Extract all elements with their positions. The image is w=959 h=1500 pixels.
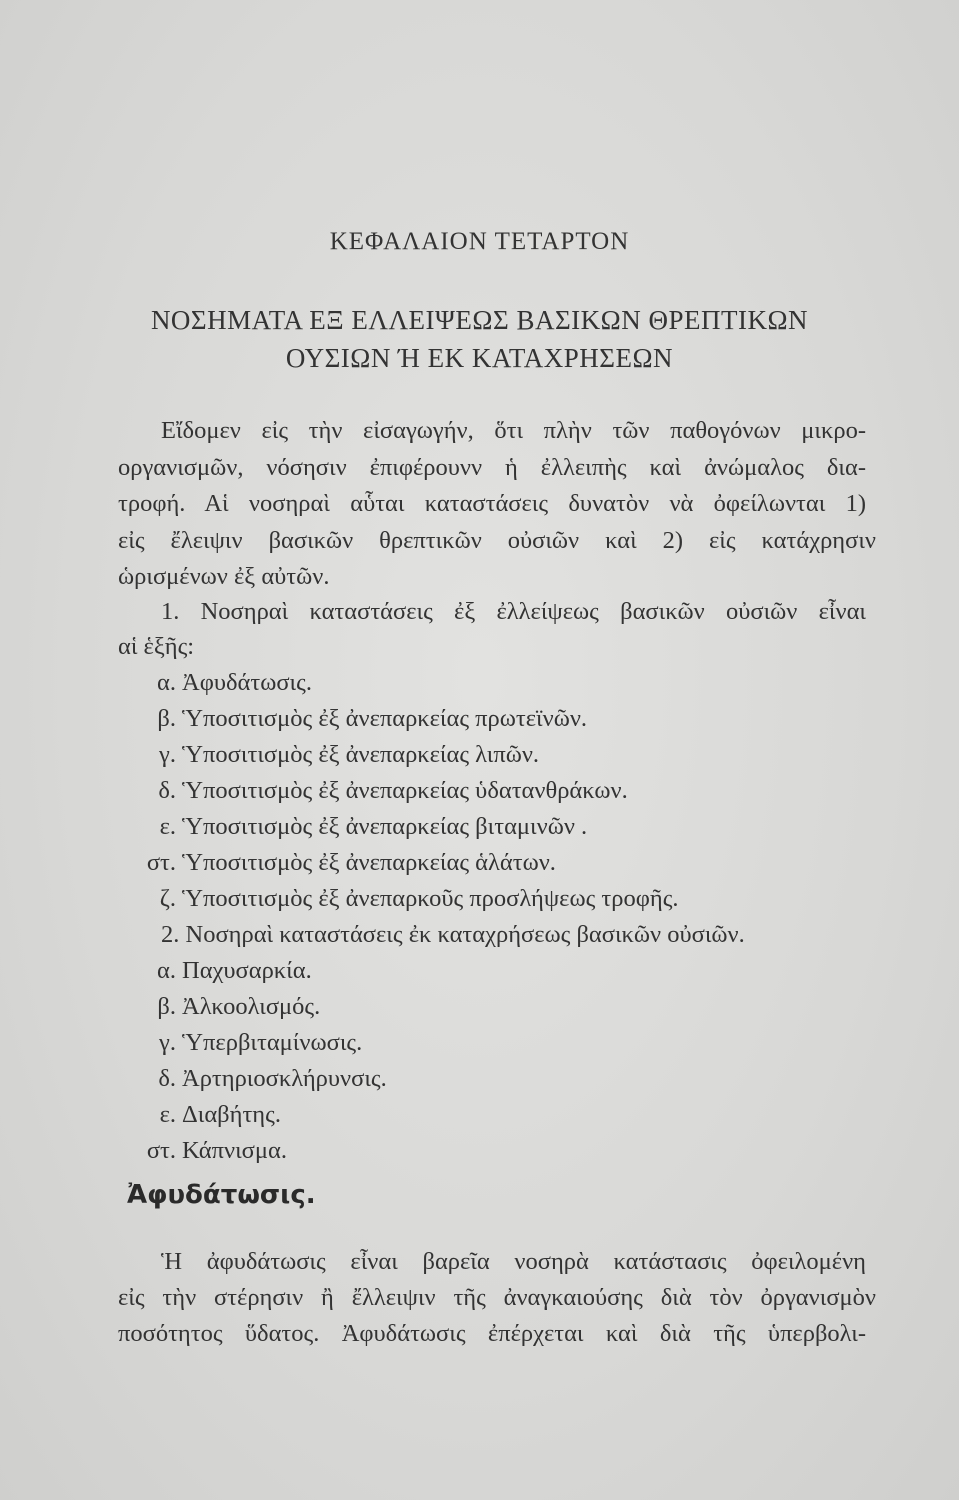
list-text: Ὑποσιτισμὸς ἐξ ἀνεπαρκείας λιπῶν. [182, 741, 540, 768]
list-text: Ὑποσιτισμὸς ἐξ ἀνεπαρκείας ὑδατανθράκων. [182, 777, 628, 804]
section-heading: Ἀφυδάτωσις. [127, 1180, 316, 1210]
list-marker: ε. [159, 813, 176, 840]
list-item [131, 1100, 281, 1130]
list-text: Ὑπερβιταμίνωσις. [182, 1029, 363, 1056]
list-marker: δ. [158, 1065, 176, 1092]
list-marker: γ. [159, 741, 176, 768]
list-marker: α. [157, 669, 176, 696]
list-marker: γ. [159, 1029, 176, 1056]
list-text: Ὑποσιτισμὸς ἐξ ἀνεπαρκείας πρωτεϊνῶν. [182, 705, 588, 732]
list-item [131, 1064, 387, 1094]
list-item [131, 740, 539, 770]
list-text: Κάπνισμα. [182, 1137, 287, 1164]
list-marker: στ. [146, 849, 176, 876]
chapter-title-line-1: ΝΟΣΗΜΑΤΑ ΕΞ ΕΛΛΕΙΨΕΩΣ ΒΑΣΙΚΩΝ ΘΡΕΠΤΙΚΩΝ [150, 305, 809, 335]
section-line-2: εἰς τὴν στέρησιν ἢ ἔλλειψιν τῆς ἀναγκαιούσης διὰ τὸν ὀργανισμὸν [118, 1284, 876, 1311]
list-marker: α. [157, 957, 176, 984]
list-item [131, 812, 587, 842]
list-text: Ὑποσιτισμὸς ἐξ ἀνεπαρκείας ἁλάτων. [182, 849, 556, 876]
list-text: Διαβήτης. [182, 1101, 281, 1128]
list-item [131, 956, 312, 986]
section-line-3: ποσότητος ὕδατος. Ἀφυδάτωσις ἐπέρχεται καὶ διὰ τῆς ὑπερβολι- [118, 1320, 866, 1347]
list-text: Ὑποσιτισμὸς ἐξ ἀνεπαρκείας βιταμινῶν . [182, 813, 588, 840]
list-item [131, 848, 556, 878]
list-text: Ἀρτηριοσκλήρυνσις. [182, 1065, 387, 1092]
group2-lead: 2. Νοσηραὶ καταστάσεις ἐκ καταχρήσεως βασικῶν οὐσιῶν. [161, 921, 745, 948]
intro-line-4: εἰς ἔλειψιν βασικῶν θρεπτικῶν οὐσιῶν καὶ 2) εἰς κατάχρησιν [118, 527, 876, 554]
list-item [131, 704, 587, 734]
intro-line-1: Εἴδομεν εἰς τὴν εἰσαγωγήν, ὅτι πλὴν τῶν παθογόνων μικρο- [161, 417, 866, 444]
intro-line-5: ὡρισμένων ἐξ αὐτῶν. [118, 563, 330, 590]
list-item [131, 776, 628, 806]
list-text: Ἀφυδάτωσις. [182, 669, 312, 696]
list-item [131, 884, 679, 914]
chapter-heading: ΚΕΦΑΛΑΙΟΝ ΤΕΤΑΡΤΟΝ [329, 228, 630, 255]
list-text: Ὑποσιτισμὸς ἐξ ἀνεπαρκοῦς προσλήψεως τροφῆς. [182, 885, 679, 912]
list-item [131, 1136, 287, 1166]
list-item [131, 1028, 362, 1058]
section-line-1: Ἡ ἀφυδάτωσις εἶναι βαρεῖα νοσηρὰ κατάστασις ὀφειλομένη [161, 1248, 866, 1275]
group1-lead-line-2: αἱ ἑξῆς: [118, 633, 195, 660]
list-marker: β. [157, 993, 176, 1020]
intro-line-3: τροφή. Αἱ νοσηραὶ αὗται καταστάσεις δυνατὸν νὰ ὀφείλωνται 1) [118, 490, 866, 517]
list-marker: στ. [146, 1137, 176, 1164]
intro-line-2: οργανισμῶν, νόσησιν ἐπιφέρουνν ἡ ἐλλειπὴς καὶ ἀνώμαλος δια- [118, 454, 866, 481]
list-marker: δ. [158, 777, 176, 804]
list-item [131, 992, 320, 1022]
list-marker: ε. [159, 1101, 176, 1128]
list-item [131, 668, 312, 698]
list-text: Παχυσαρκία. [182, 957, 312, 984]
chapter-title-line-2: ΟΥΣΙΩΝ Ή ΕΚ ΚΑΤΑΧΡΗΣΕΩΝ [285, 343, 674, 373]
list-text: Ἀλκοολισμός. [182, 993, 321, 1020]
list-marker: β. [157, 705, 176, 732]
group1-lead-line-1: 1. Νοσηραὶ καταστάσεις ἐξ ἐλλείψεως βασικῶν οὐσιῶν εἶναι [161, 598, 866, 625]
list-marker: ζ. [159, 885, 176, 912]
